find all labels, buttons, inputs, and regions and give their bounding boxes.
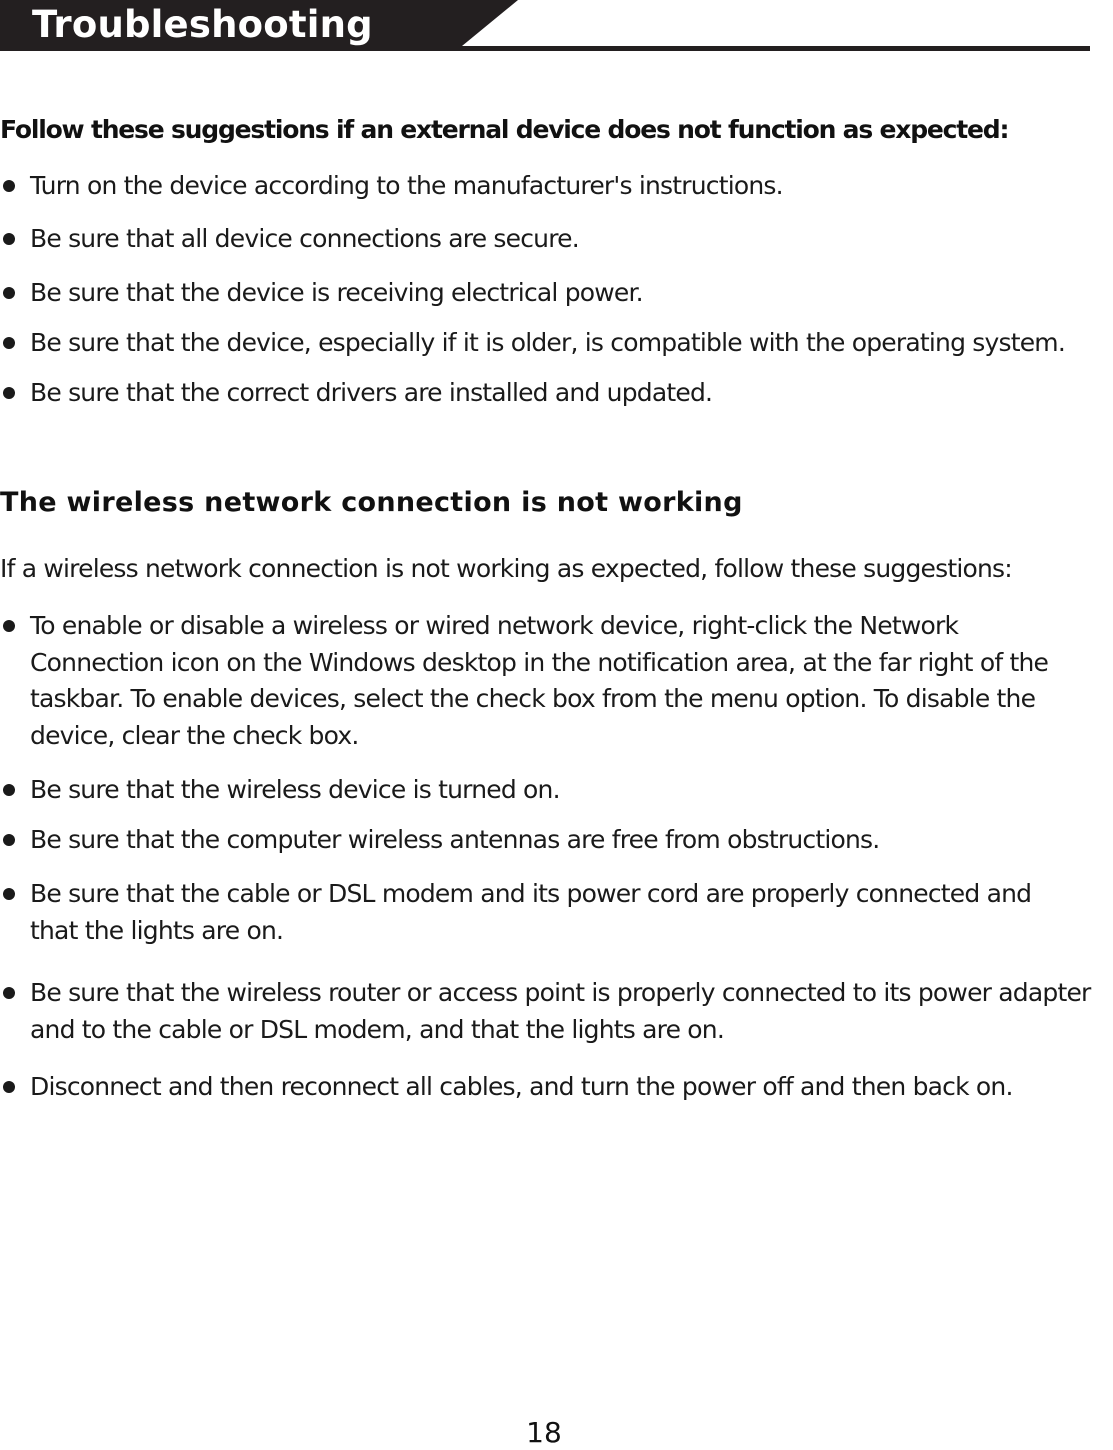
list-item-text-line: Be sure that the computer wireless antennas are free from obstructions. [30, 825, 880, 854]
list-item-text: Be sure that the device, especially if it is older, is compatible with the operating system. [30, 328, 1066, 357]
bullet-icon [3, 287, 15, 299]
bullet-icon [3, 337, 15, 349]
list-item-text: Be sure that all device connections are secure. [30, 224, 579, 253]
bullet-icon [3, 784, 15, 796]
list-item [0, 876, 1113, 949]
page-title: Troubleshooting [32, 3, 373, 46]
wireless-intro: If a wireless network connection is not working as expected, follow these suggestions: [0, 554, 1012, 583]
list-item [0, 772, 1113, 809]
list-item [0, 1069, 1113, 1106]
list-item [0, 275, 1113, 312]
list-item-text: Be sure that the device is receiving electrical power. [30, 278, 643, 307]
list-item-text-line: and to the cable or DSL modem, and that the lights are on. [30, 1014, 724, 1044]
list-item-text: Turn on the device according to the manufacturer's instructions. [30, 171, 783, 200]
list-item [0, 221, 1113, 258]
external-device-heading: Follow these suggestions if an external device does not function as expected: [0, 115, 1009, 144]
list-item-text-line: Connection icon on the Windows desktop in the notification area, at the far right of the [30, 647, 1049, 677]
list-item-text-line: Disconnect and then reconnect all cables, and turn the power off and then back on. [30, 1072, 1013, 1101]
list-item [0, 375, 1113, 412]
list-item-text-line: device, clear the check box. [30, 720, 359, 750]
bullet-icon [3, 620, 15, 632]
bullet-icon [3, 987, 15, 999]
list-item-text-line: that the lights are on. [30, 915, 284, 945]
page-number: 18 [526, 1416, 562, 1449]
bullet-icon [3, 180, 15, 192]
bullet-icon [3, 1081, 15, 1093]
list-item [0, 608, 1113, 754]
bullet-icon [3, 233, 15, 245]
list-item-text: Be sure that the correct drivers are installed and updated. [30, 378, 713, 407]
list-item [0, 975, 1113, 1048]
list-item [0, 325, 1113, 362]
list-item-text-line: taskbar. To enable devices, select the check box from the menu option. To disable the [30, 684, 1036, 713]
list-item [0, 168, 1113, 205]
list-item-text-line: To enable or disable a wireless or wired network device, right-click the Network [30, 611, 959, 640]
list-item [0, 822, 1113, 859]
list-item-text-line: Be sure that the cable or DSL modem and its power cord are properly connected and [30, 879, 1032, 908]
list-item-text-line: Be sure that the wireless device is turned on. [30, 775, 560, 804]
wireless-heading: The wireless network connection is not working [0, 487, 743, 518]
bullet-icon [3, 387, 15, 399]
bullet-icon [3, 834, 15, 846]
section-header [0, 0, 1113, 52]
bullet-icon [3, 888, 15, 900]
list-item-text-line: Be sure that the wireless router or access point is properly connected to its power adapter [30, 978, 1091, 1007]
